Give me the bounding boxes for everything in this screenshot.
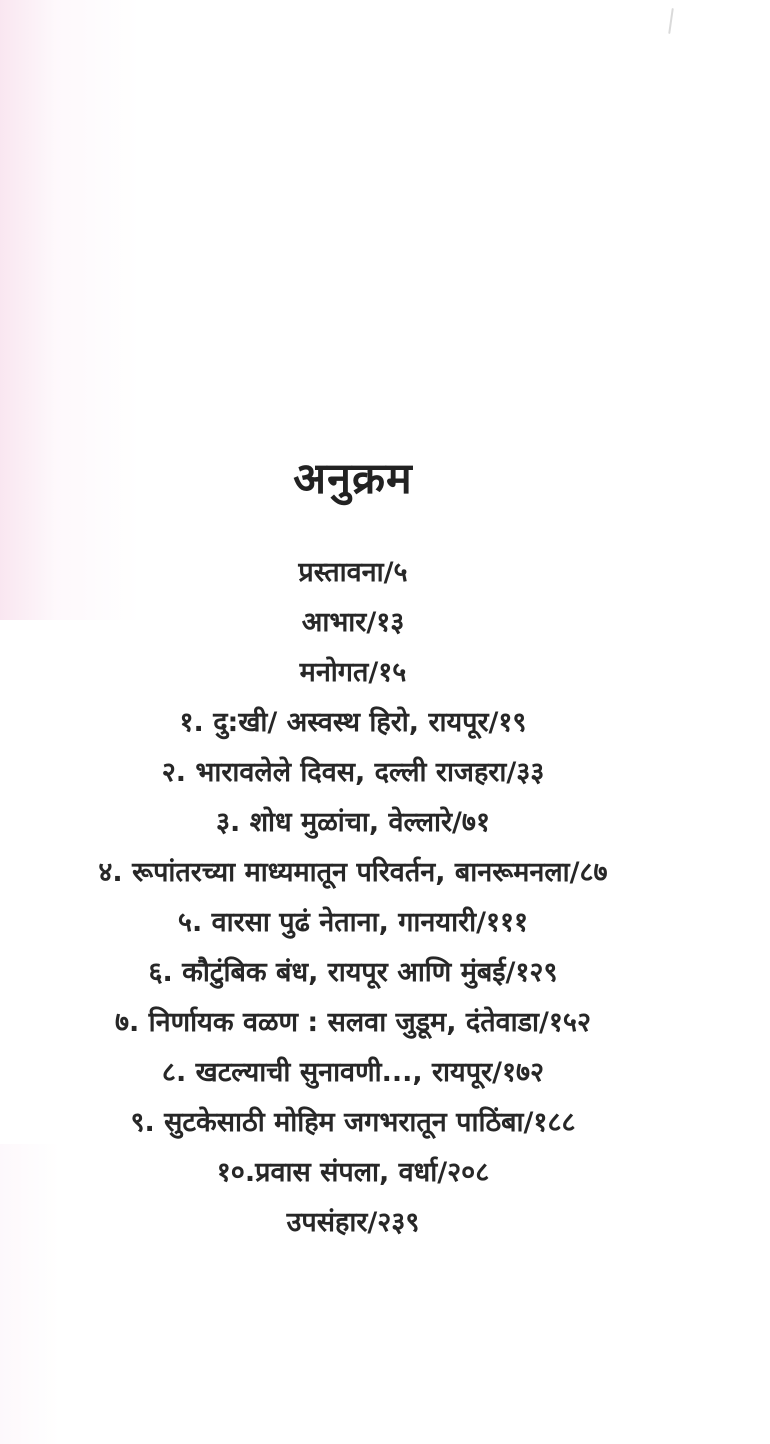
toc-entry-epilogue: उपसंहार/२३९ (286, 1207, 420, 1238)
page-title: अनुक्रम (293, 453, 413, 504)
toc-list (0, 548, 706, 1248)
toc-entry-chapter-5: ५. वारसा पुढं नेताना, गानयारी/१११ (177, 907, 529, 938)
toc-entry-chapter-4: ४. रूपांतरच्या माध्यमातून परिवर्तन, बानरूमनला/८७ (98, 857, 608, 888)
toc-entry-acknowledgements: आभार/१३ (301, 607, 405, 638)
toc-entry-authors-note: मनोगत/१५ (299, 657, 407, 688)
toc-entry-chapter-6: ६. कौटुंबिक बंध, रायपूर आणि मुंबई/१२९ (148, 957, 558, 988)
toc-entry-chapter-10: १०.प्रवास संपला, वर्धा/२०८ (216, 1157, 490, 1188)
toc-entry-chapter-2: २. भारावलेले दिवस, दल्ली राजहरा/३३ (161, 757, 545, 788)
toc-entry-chapter-3: ३. शोध मुळांचा, वेल्लारे/७१ (216, 807, 490, 838)
scan-tint-top-left (0, 0, 140, 620)
toc-entry-chapter-7: ७. निर्णायक वळण : सलवा जुडूम, दंतेवाडा/१५२ (114, 1007, 592, 1038)
scan-artifact (668, 8, 674, 34)
toc-entry-chapter-9: ९. सुटकेसाठी मोहिम जगभरातून पाठिंबा/१८८ (130, 1107, 576, 1138)
toc-entry-chapter-8: ८. खटल्याची सुनावणी..., रायपूर/१७२ (161, 1057, 545, 1088)
toc-entry-chapter-1: १. दु:खी/ अस्वस्थ हिरो, रायपूर/१९ (179, 707, 527, 738)
toc-entry-preface: प्रस्तावना/५ (298, 557, 408, 588)
